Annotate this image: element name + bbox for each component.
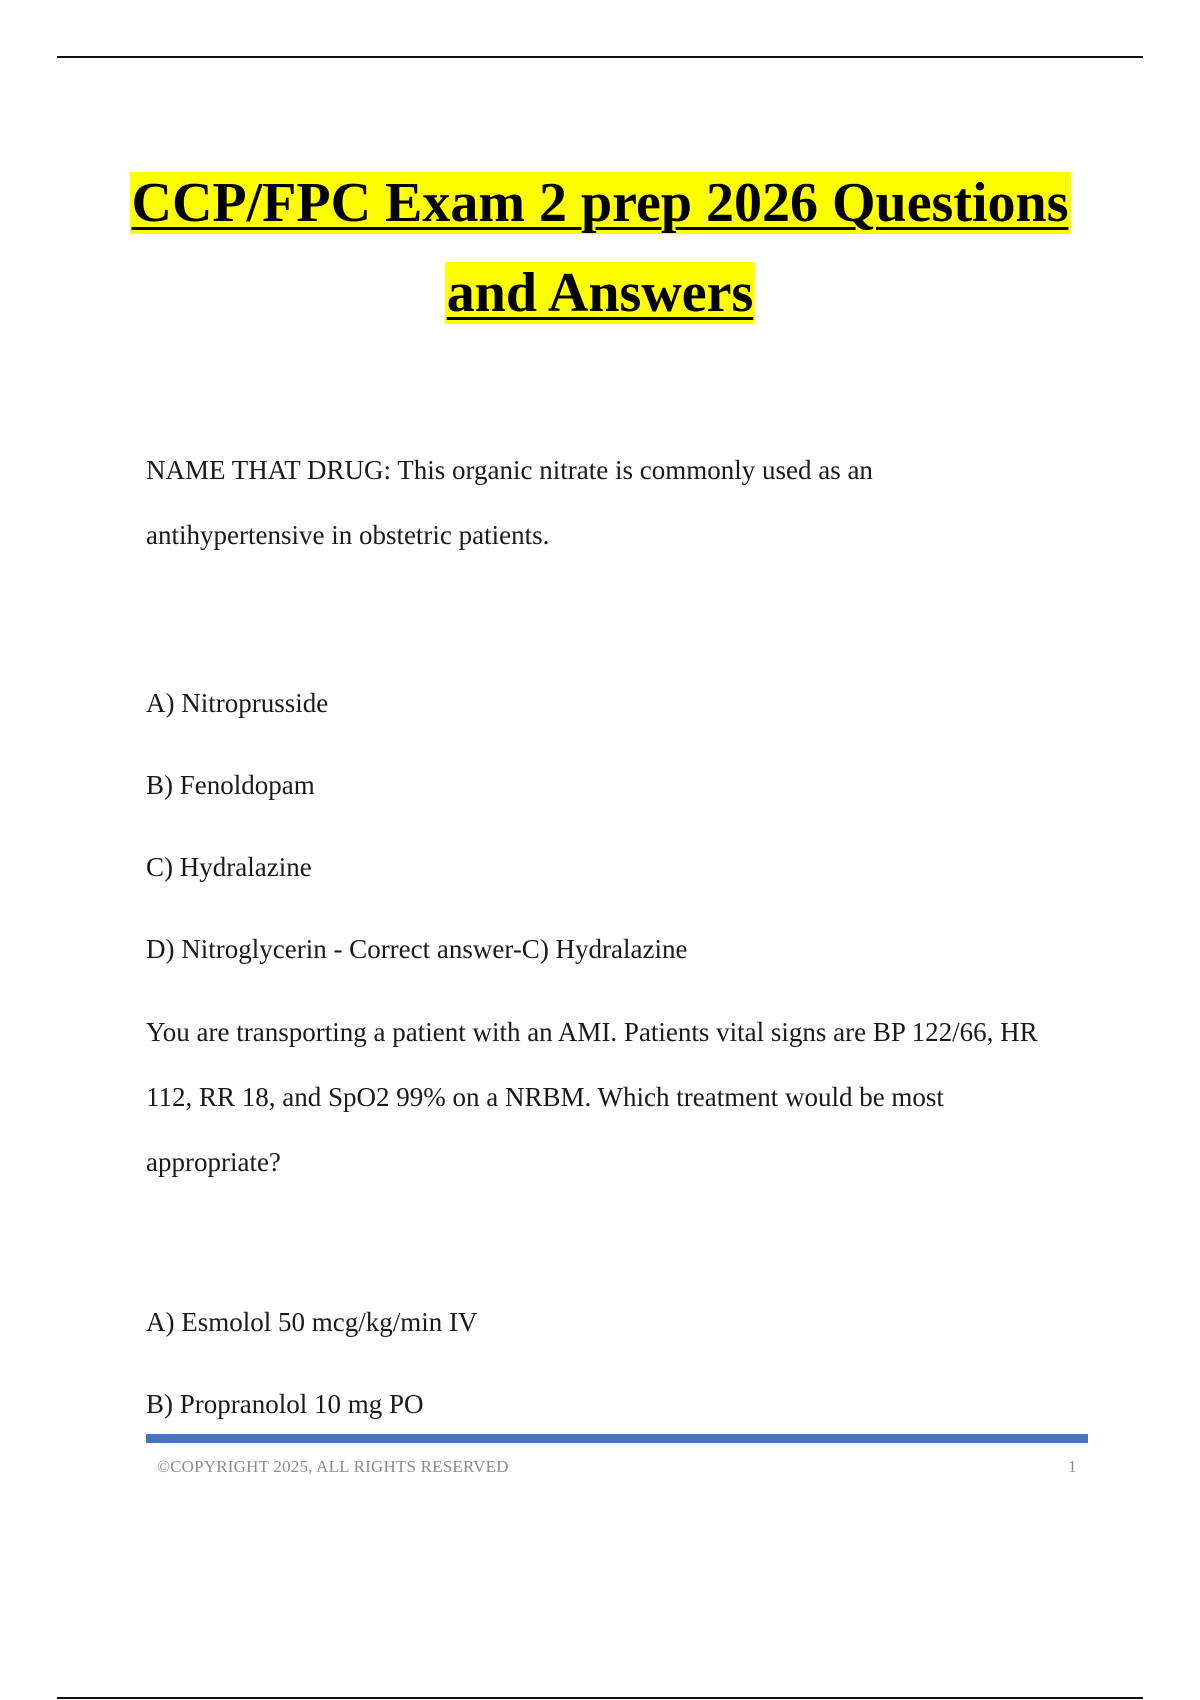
document-title — [0, 172, 1200, 324]
page-number: 1 — [1068, 1457, 1077, 1476]
title-line-1: CCP/FPC Exam 2 prep 2026 Questions — [131, 172, 1069, 234]
top-rule — [57, 56, 1143, 58]
answer-option-with-key: D) Nitroglycerin - Correct answer-C) Hydralazine — [146, 934, 688, 964]
question-2-prompt — [146, 1000, 1096, 1195]
question-text-line: antihypertensive in obstetric patients. — [146, 520, 550, 550]
answer-option: A) Esmolol 50 mcg/kg/min IV — [146, 1307, 478, 1337]
question-text-line: NAME THAT DRUG: This organic nitrate is commonly used as an — [146, 455, 873, 485]
title-line-2: and Answers — [446, 262, 754, 324]
question-text-line: appropriate? — [146, 1147, 281, 1177]
question-text-line: You are transporting a patient with an AMI. Patients vital signs are BP 122/66, HR — [146, 1017, 1038, 1047]
answer-option: B) Fenoldopam — [146, 770, 315, 800]
answer-option: A) Nitroprusside — [146, 688, 329, 718]
bottom-rule — [57, 1697, 1143, 1699]
copyright-notice: ©COPYRIGHT 2025, ALL RIGHTS RESERVED — [157, 1457, 509, 1476]
question-text-line: 112, RR 18, and SpO2 99% on a NRBM. Which treatment would be most — [146, 1082, 944, 1112]
footer-divider — [146, 1434, 1088, 1443]
question-1-options — [146, 662, 1096, 990]
question-2-options — [146, 1281, 1096, 1445]
answer-option: C) Hydralazine — [146, 852, 312, 882]
question-1-prompt — [146, 438, 1096, 568]
answer-option: B) Propranolol 10 mg PO — [146, 1389, 424, 1419]
